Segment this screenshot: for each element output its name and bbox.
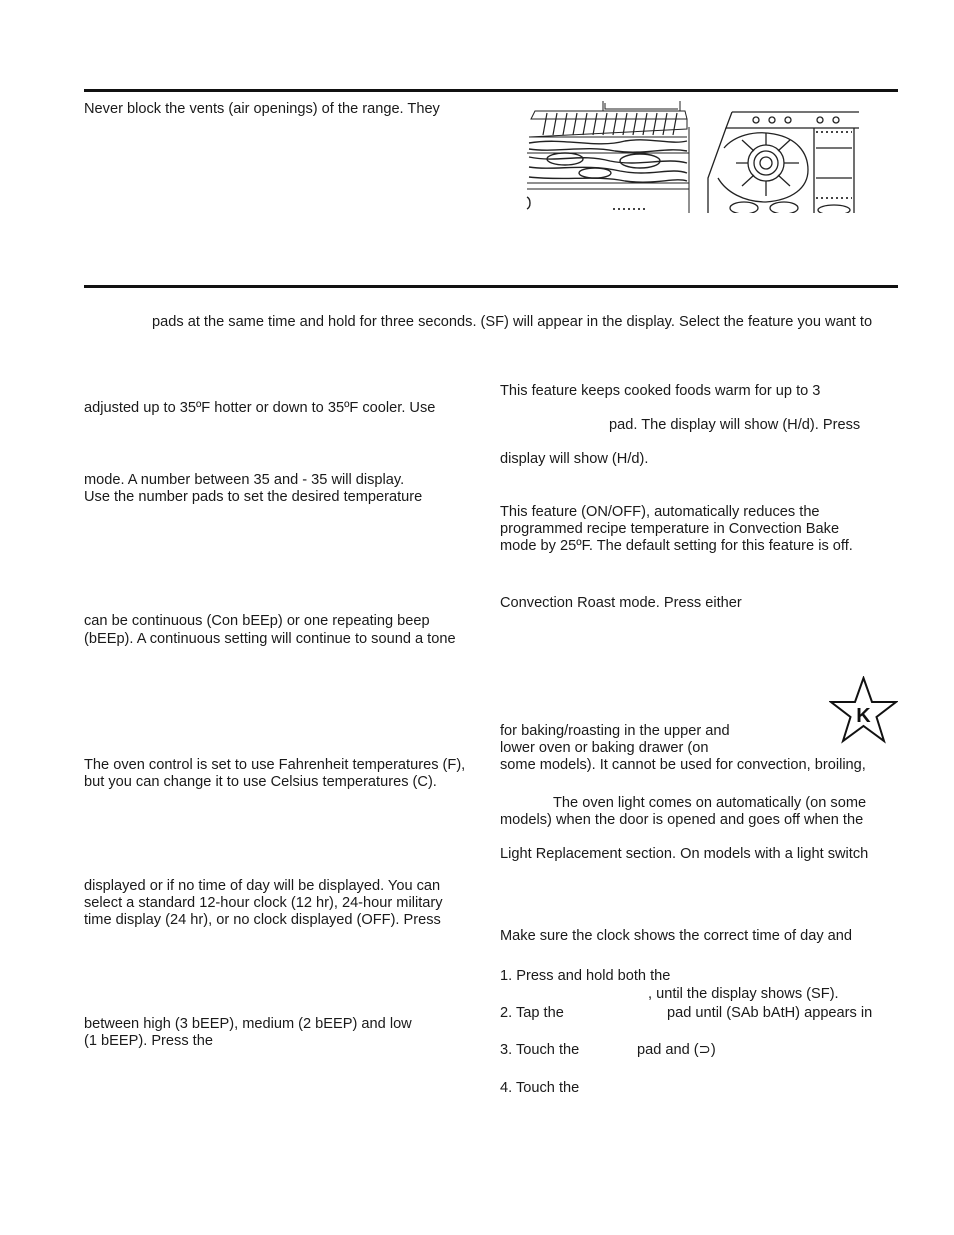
oven-light-line-1: The oven light comes on automatically (on some (553, 795, 867, 811)
kosher-letter: K (856, 705, 871, 727)
volume-line-2: (1 bEEP). Press the (84, 1033, 213, 1049)
auto-recipe-line-1: This feature (ON/OFF), automatically reduces the (500, 504, 820, 520)
hold-warm-line-3: display will show (H/d). (500, 451, 649, 467)
oven-light-line-3: Light Replacement section. On models with a light switch (500, 846, 869, 862)
step-4: 4. Touch the (500, 1080, 580, 1096)
step-1-continued: , until the display shows (SF). (648, 986, 839, 1002)
sabbath-line-2: lower oven or baking drawer (on (500, 740, 709, 756)
sabbath-line-3: some models). It cannot be used for convection, broiling, (500, 757, 866, 773)
step-1: 1. Press and hold both the (500, 968, 671, 984)
range-vent-illustration-left (525, 97, 691, 213)
range-vent-illustration-right (704, 108, 859, 213)
temp-adjust-line-3: Use the number pads to set the desired temperature (84, 489, 423, 505)
step-3: 3. Touch the (500, 1042, 580, 1058)
top-rule (84, 89, 898, 92)
temp-adjust-line-1: adjusted up to 35ºF hotter or down to 35ºF cooler. Use (84, 400, 436, 416)
step-3-continued: pad and (⊃) (637, 1042, 716, 1058)
auto-recipe-line-2: programmed recipe temperature in Convection Bake (500, 521, 840, 537)
clock-display-line-1: displayed or if no time of day will be displayed. You can (84, 878, 441, 894)
fahrenheit-celsius-line-1: The oven control is set to use Fahrenheit temperatures (F), (84, 757, 466, 773)
range-grates-drawing (525, 97, 691, 213)
volume-line-1: between high (3 bEEP), medium (2 bEEP) and low (84, 1016, 412, 1032)
oven-light-line-2: models) when the door is opened and goes off when the (500, 812, 864, 828)
clock-check-line: Make sure the clock shows the correct time of day and (500, 928, 853, 944)
hold-warm-line-2: pad. The display will show (H/d). Press (609, 417, 861, 433)
temp-adjust-line-2: mode. A number between 35 and - 35 will display. (84, 472, 405, 488)
hold-warm-line-1: This feature keeps cooked foods warm for up to 3 (500, 383, 821, 399)
auto-recipe-line-3: mode by 25ºF. The default setting for this feature is off. (500, 538, 853, 554)
clock-display-line-3: time display (24 hr), or no clock displayed (OFF). Press (84, 912, 441, 928)
end-tone-line-1: can be continuous (Con bEEp) or one repeating beep (84, 613, 430, 629)
burner-grate-drawing (704, 108, 859, 213)
sabbath-line-1: for baking/roasting in the upper and (500, 723, 730, 739)
special-features-intro: pads at the same time and hold for three seconds. (SF) will appear in the display. Select the feature you want to (152, 314, 873, 330)
step-2-continued: pad until (SAb bAtH) appears in (667, 1005, 873, 1021)
step-2: 2. Tap the (500, 1005, 564, 1021)
fahrenheit-celsius-line-2: but you can change it to use Celsius temperatures (C). (84, 774, 437, 790)
section-rule (84, 285, 898, 288)
kosher-star-icon (829, 676, 898, 744)
convection-roast-line: Convection Roast mode. Press either (500, 595, 742, 611)
end-tone-line-2: (bEEp). A continuous setting will continue to sound a tone (84, 631, 456, 647)
vent-warning-text: Never block the vents (air openings) of the range. They (84, 101, 440, 117)
clock-display-line-2: select a standard 12-hour clock (12 hr), 24-hour military (84, 895, 443, 911)
